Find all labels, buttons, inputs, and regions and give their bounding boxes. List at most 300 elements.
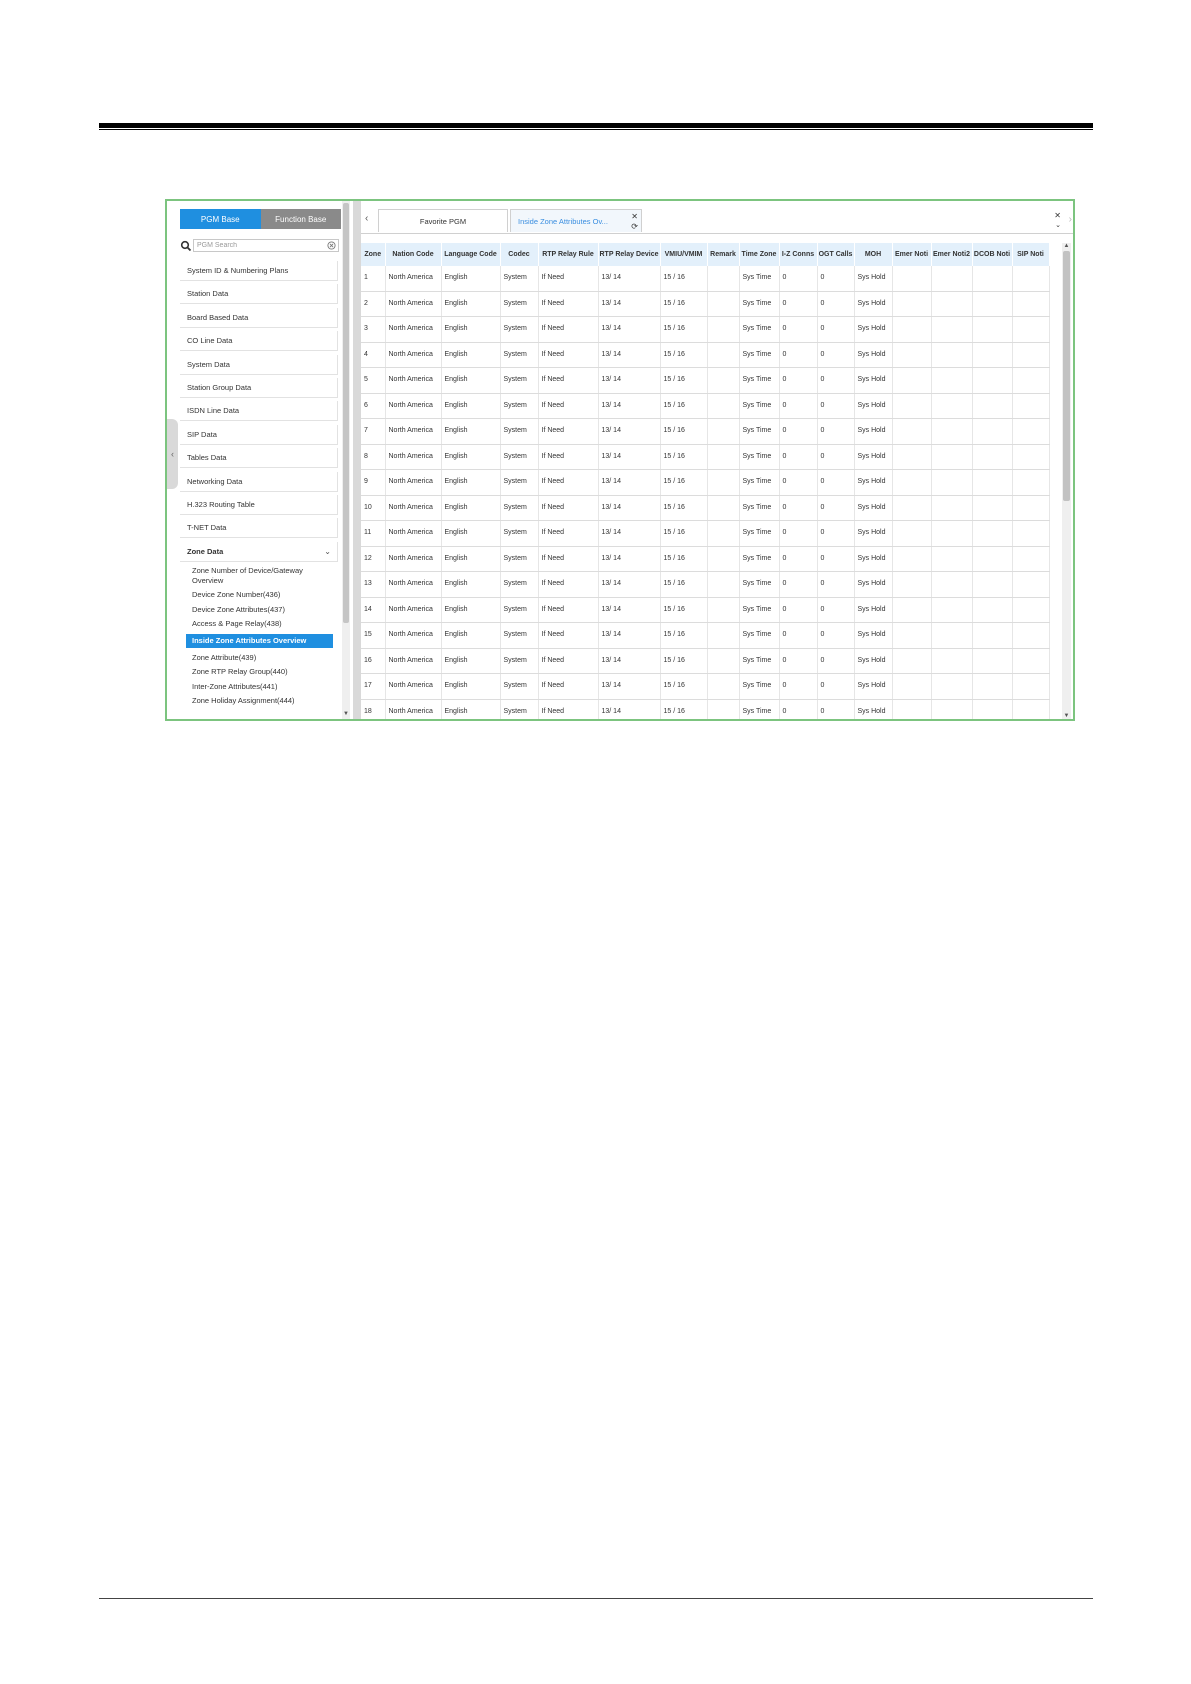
cell-rtp-device[interactable]: 13/ 14	[598, 623, 660, 649]
table-row[interactable]	[361, 317, 1049, 343]
cell-time-zone[interactable]: Sys Time	[739, 317, 779, 343]
cell-rtp-rule[interactable]: If Need	[538, 393, 598, 419]
cell-dcob-noti[interactable]	[972, 393, 1012, 419]
cell-iz-conns[interactable]: 0	[779, 648, 817, 674]
cell-remark[interactable]	[707, 495, 739, 521]
cell-moh[interactable]: Sys Hold	[854, 342, 892, 368]
cell-rtp-device[interactable]: 13/ 14	[598, 521, 660, 547]
cell-moh[interactable]: Sys Hold	[854, 597, 892, 623]
cell-emer-noti[interactable]	[892, 521, 931, 547]
refresh-icon[interactable]: ⟳	[631, 222, 638, 231]
cell-rtp-device[interactable]: 13/ 14	[598, 291, 660, 317]
cell-vmiu[interactable]: 15 / 16	[660, 470, 707, 496]
submenu-item-inter-zone-attributes[interactable]: Inter-Zone Attributes(441)	[192, 681, 278, 691]
cell-rtp-rule[interactable]: If Need	[538, 342, 598, 368]
cell-nation[interactable]: North America	[385, 495, 441, 521]
cell-dcob-noti[interactable]	[972, 674, 1012, 700]
cell-emer-noti2[interactable]	[931, 495, 972, 521]
cell-sip-noti[interactable]	[1012, 342, 1049, 368]
tab-favorite-pgm[interactable]: Favorite PGM	[378, 209, 508, 232]
col-header-rtp-relay-device[interactable]: RTP Relay Device	[598, 243, 660, 266]
cell-rtp-device[interactable]: 13/ 14	[598, 470, 660, 496]
cell-nation[interactable]: North America	[385, 470, 441, 496]
menu-item-networking-data[interactable]: Networking Data	[180, 472, 338, 492]
cell-ogt-calls[interactable]: 0	[817, 291, 854, 317]
table-scroll-thumb[interactable]	[1063, 251, 1070, 501]
cell-ogt-calls[interactable]: 0	[817, 572, 854, 598]
cell-nation[interactable]: North America	[385, 266, 441, 291]
cell-remark[interactable]	[707, 699, 739, 719]
cell-time-zone[interactable]: Sys Time	[739, 521, 779, 547]
cell-emer-noti2[interactable]	[931, 317, 972, 343]
menu-item-board-based-data[interactable]: Board Based Data	[180, 308, 338, 328]
cell-time-zone[interactable]: Sys Time	[739, 444, 779, 470]
cell-vmiu[interactable]: 15 / 16	[660, 368, 707, 394]
col-header-remark[interactable]: Remark	[707, 243, 739, 266]
tab-pgm-base[interactable]: PGM Base	[180, 209, 261, 229]
col-header-zone[interactable]: Zone	[361, 243, 385, 266]
cell-rtp-device[interactable]: 13/ 14	[598, 597, 660, 623]
cell-codec[interactable]: System	[500, 699, 538, 719]
tab-menu-chevron-icon[interactable]: ⌄	[1055, 222, 1061, 229]
menu-item-tnet-data[interactable]: T-NET Data	[180, 518, 338, 538]
menu-item-station-group-data[interactable]: Station Group Data	[180, 378, 338, 398]
cell-sip-noti[interactable]	[1012, 419, 1049, 445]
cell-iz-conns[interactable]: 0	[779, 470, 817, 496]
submenu-item-device-zone-number[interactable]: Device Zone Number(436)	[192, 590, 281, 600]
cell-language[interactable]: English	[441, 393, 500, 419]
cell-emer-noti2[interactable]	[931, 546, 972, 572]
cell-iz-conns[interactable]: 0	[779, 623, 817, 649]
cell-rtp-rule[interactable]: If Need	[538, 291, 598, 317]
cell-time-zone[interactable]: Sys Time	[739, 597, 779, 623]
cell-vmiu[interactable]: 15 / 16	[660, 419, 707, 445]
cell-time-zone[interactable]: Sys Time	[739, 699, 779, 719]
cell-ogt-calls[interactable]: 0	[817, 623, 854, 649]
cell-emer-noti[interactable]	[892, 317, 931, 343]
cell-codec[interactable]: System	[500, 623, 538, 649]
cell-vmiu[interactable]: 15 / 16	[660, 495, 707, 521]
cell-remark[interactable]	[707, 393, 739, 419]
cell-remark[interactable]	[707, 419, 739, 445]
pgm-search-input[interactable]	[193, 239, 339, 252]
table-row[interactable]	[361, 470, 1049, 496]
cell-rtp-device[interactable]: 13/ 14	[598, 444, 660, 470]
close-tab-icon[interactable]: ✕	[631, 212, 638, 221]
cell-iz-conns[interactable]: 0	[779, 291, 817, 317]
menu-item-system-data[interactable]: System Data	[180, 355, 338, 375]
submenu-item-device-zone-attributes[interactable]: Device Zone Attributes(437)	[192, 604, 285, 614]
cell-moh[interactable]: Sys Hold	[854, 674, 892, 700]
cell-time-zone[interactable]: Sys Time	[739, 648, 779, 674]
cell-emer-noti2[interactable]	[931, 674, 972, 700]
cell-rtp-device[interactable]: 13/ 14	[598, 419, 660, 445]
cell-emer-noti2[interactable]	[931, 342, 972, 368]
cell-rtp-device[interactable]: 13/ 14	[598, 495, 660, 521]
cell-ogt-calls[interactable]: 0	[817, 699, 854, 719]
cell-dcob-noti[interactable]	[972, 470, 1012, 496]
cell-rtp-rule[interactable]: If Need	[538, 623, 598, 649]
cell-remark[interactable]	[707, 342, 739, 368]
cell-remark[interactable]	[707, 470, 739, 496]
cell-nation[interactable]: North America	[385, 444, 441, 470]
cell-sip-noti[interactable]	[1012, 597, 1049, 623]
cell-language[interactable]: English	[441, 597, 500, 623]
cell-dcob-noti[interactable]	[972, 521, 1012, 547]
cell-time-zone[interactable]: Sys Time	[739, 291, 779, 317]
cell-iz-conns[interactable]: 0	[779, 419, 817, 445]
cell-language[interactable]: English	[441, 317, 500, 343]
cell-language[interactable]: English	[441, 266, 500, 291]
cell-vmiu[interactable]: 15 / 16	[660, 342, 707, 368]
table-row[interactable]	[361, 393, 1049, 419]
cell-iz-conns[interactable]: 0	[779, 674, 817, 700]
cell-emer-noti2[interactable]	[931, 444, 972, 470]
cell-iz-conns[interactable]: 0	[779, 393, 817, 419]
cell-sip-noti[interactable]	[1012, 699, 1049, 719]
cell-iz-conns[interactable]: 0	[779, 572, 817, 598]
cell-moh[interactable]: Sys Hold	[854, 699, 892, 719]
cell-dcob-noti[interactable]	[972, 444, 1012, 470]
cell-rtp-device[interactable]: 13/ 14	[598, 572, 660, 598]
cell-remark[interactable]	[707, 317, 739, 343]
col-header-moh[interactable]: MOH	[854, 243, 892, 266]
cell-time-zone[interactable]: Sys Time	[739, 470, 779, 496]
cell-rtp-device[interactable]: 13/ 14	[598, 648, 660, 674]
col-header-dcob-noti[interactable]: DCOB Noti	[972, 243, 1012, 266]
cell-nation[interactable]: North America	[385, 291, 441, 317]
cell-vmiu[interactable]: 15 / 16	[660, 393, 707, 419]
cell-ogt-calls[interactable]: 0	[817, 648, 854, 674]
cell-iz-conns[interactable]: 0	[779, 368, 817, 394]
col-header-iz-conns[interactable]: I-Z Conns	[779, 243, 817, 266]
scroll-up-icon[interactable]: ▲	[1063, 243, 1070, 249]
cell-sip-noti[interactable]	[1012, 393, 1049, 419]
cell-rtp-rule[interactable]: If Need	[538, 572, 598, 598]
cell-language[interactable]: English	[441, 470, 500, 496]
cell-time-zone[interactable]: Sys Time	[739, 419, 779, 445]
cell-emer-noti2[interactable]	[931, 648, 972, 674]
cell-emer-noti2[interactable]	[931, 597, 972, 623]
menu-item-isdn-line-data[interactable]: ISDN Line Data	[180, 401, 338, 421]
cell-rtp-device[interactable]: 13/ 14	[598, 342, 660, 368]
cell-dcob-noti[interactable]	[972, 699, 1012, 719]
cell-language[interactable]: English	[441, 419, 500, 445]
cell-time-zone[interactable]: Sys Time	[739, 572, 779, 598]
cell-rtp-rule[interactable]: If Need	[538, 495, 598, 521]
submenu-item-zone-attribute[interactable]: Zone Attribute(439)	[192, 652, 257, 662]
cell-ogt-calls[interactable]: 0	[817, 342, 854, 368]
cell-codec[interactable]: System	[500, 597, 538, 623]
table-row[interactable]	[361, 368, 1049, 394]
tab-function-base[interactable]: Function Base	[261, 209, 342, 229]
cell-ogt-calls[interactable]: 0	[817, 444, 854, 470]
col-header-time-zone[interactable]: Time Zone	[739, 243, 779, 266]
table-row[interactable]	[361, 546, 1049, 572]
cell-rtp-device[interactable]: 13/ 14	[598, 266, 660, 291]
cell-ogt-calls[interactable]: 0	[817, 674, 854, 700]
cell-moh[interactable]: Sys Hold	[854, 623, 892, 649]
cell-emer-noti[interactable]	[892, 674, 931, 700]
submenu-item-access-page-relay[interactable]: Access & Page Relay(438)	[192, 619, 282, 629]
table-row[interactable]	[361, 572, 1049, 598]
cell-rtp-device[interactable]: 13/ 14	[598, 317, 660, 343]
cell-iz-conns[interactable]: 0	[779, 317, 817, 343]
submenu-item-inside-zone-attributes-overview[interactable]: Inside Zone Attributes Overview	[186, 634, 333, 648]
cell-dcob-noti[interactable]	[972, 317, 1012, 343]
cell-vmiu[interactable]: 15 / 16	[660, 291, 707, 317]
cell-emer-noti[interactable]	[892, 699, 931, 719]
cell-codec[interactable]: System	[500, 495, 538, 521]
cell-nation[interactable]: North America	[385, 597, 441, 623]
cell-dcob-noti[interactable]	[972, 546, 1012, 572]
cell-codec[interactable]: System	[500, 674, 538, 700]
menu-item-h323-routing-table[interactable]: H.323 Routing Table	[180, 495, 338, 515]
cell-vmiu[interactable]: 15 / 16	[660, 623, 707, 649]
submenu-item-zone-rtp-relay-group[interactable]: Zone RTP Relay Group(440)	[192, 667, 288, 677]
cell-nation[interactable]: North America	[385, 546, 441, 572]
col-header-vmiu-vmim[interactable]: VMIU/VMIM	[660, 243, 707, 266]
cell-remark[interactable]	[707, 368, 739, 394]
tab-scroll-right-icon[interactable]: ›	[1068, 214, 1072, 225]
cell-dcob-noti[interactable]	[972, 342, 1012, 368]
cell-remark[interactable]	[707, 648, 739, 674]
cell-rtp-device[interactable]: 13/ 14	[598, 368, 660, 394]
cell-time-zone[interactable]: Sys Time	[739, 495, 779, 521]
cell-dcob-noti[interactable]	[972, 648, 1012, 674]
cell-dcob-noti[interactable]	[972, 495, 1012, 521]
cell-ogt-calls[interactable]: 0	[817, 393, 854, 419]
cell-codec[interactable]: System	[500, 393, 538, 419]
cell-nation[interactable]: North America	[385, 623, 441, 649]
cell-language[interactable]: English	[441, 648, 500, 674]
cell-rtp-rule[interactable]: If Need	[538, 470, 598, 496]
col-header-emer-noti[interactable]: Emer Noti	[892, 243, 931, 266]
cell-emer-noti[interactable]	[892, 419, 931, 445]
cell-dcob-noti[interactable]	[972, 291, 1012, 317]
cell-moh[interactable]: Sys Hold	[854, 572, 892, 598]
cell-codec[interactable]: System	[500, 291, 538, 317]
cell-rtp-rule[interactable]: If Need	[538, 674, 598, 700]
cell-dcob-noti[interactable]	[972, 572, 1012, 598]
cell-rtp-rule[interactable]: If Need	[538, 444, 598, 470]
cell-vmiu[interactable]: 15 / 16	[660, 546, 707, 572]
clear-search-icon[interactable]	[327, 241, 336, 250]
cell-language[interactable]: English	[441, 546, 500, 572]
table-row[interactable]	[361, 521, 1049, 547]
cell-emer-noti[interactable]	[892, 546, 931, 572]
cell-remark[interactable]	[707, 623, 739, 649]
cell-language[interactable]: English	[441, 495, 500, 521]
cell-emer-noti2[interactable]	[931, 393, 972, 419]
cell-vmiu[interactable]: 15 / 16	[660, 521, 707, 547]
cell-emer-noti[interactable]	[892, 444, 931, 470]
col-header-sip-noti[interactable]: SIP Noti	[1012, 243, 1049, 266]
cell-emer-noti[interactable]	[892, 291, 931, 317]
tab-inside-zone-attributes[interactable]	[510, 209, 642, 232]
sidebar-scroll-thumb[interactable]	[343, 203, 349, 623]
cell-ogt-calls[interactable]: 0	[817, 317, 854, 343]
cell-dcob-noti[interactable]	[972, 419, 1012, 445]
cell-emer-noti2[interactable]	[931, 266, 972, 291]
cell-vmiu[interactable]: 15 / 16	[660, 572, 707, 598]
cell-language[interactable]: English	[441, 572, 500, 598]
cell-remark[interactable]	[707, 674, 739, 700]
close-all-icon[interactable]: ✕	[1054, 211, 1061, 220]
cell-rtp-rule[interactable]: If Need	[538, 317, 598, 343]
cell-emer-noti[interactable]	[892, 623, 931, 649]
cell-moh[interactable]: Sys Hold	[854, 648, 892, 674]
menu-item-sip-data[interactable]: SIP Data	[180, 425, 338, 445]
cell-language[interactable]: English	[441, 699, 500, 719]
collapse-sidebar-handle[interactable]	[167, 419, 178, 489]
cell-time-zone[interactable]: Sys Time	[739, 546, 779, 572]
table-row[interactable]	[361, 597, 1049, 623]
cell-nation[interactable]: North America	[385, 393, 441, 419]
cell-ogt-calls[interactable]: 0	[817, 470, 854, 496]
search-icon[interactable]	[180, 240, 192, 252]
cell-rtp-rule[interactable]: If Need	[538, 419, 598, 445]
cell-remark[interactable]	[707, 597, 739, 623]
cell-moh[interactable]: Sys Hold	[854, 317, 892, 343]
cell-vmiu[interactable]: 15 / 16	[660, 266, 707, 291]
cell-language[interactable]: English	[441, 674, 500, 700]
cell-rtp-device[interactable]: 13/ 14	[598, 393, 660, 419]
table-row[interactable]	[361, 648, 1049, 674]
cell-moh[interactable]: Sys Hold	[854, 546, 892, 572]
cell-rtp-rule[interactable]: If Need	[538, 266, 598, 291]
cell-iz-conns[interactable]: 0	[779, 495, 817, 521]
cell-iz-conns[interactable]: 0	[779, 546, 817, 572]
cell-nation[interactable]: North America	[385, 317, 441, 343]
cell-language[interactable]: English	[441, 444, 500, 470]
cell-iz-conns[interactable]: 0	[779, 521, 817, 547]
cell-dcob-noti[interactable]	[972, 597, 1012, 623]
col-header-nation-code[interactable]: Nation Code	[385, 243, 441, 266]
cell-emer-noti[interactable]	[892, 266, 931, 291]
menu-item-tables-data[interactable]: Tables Data	[180, 448, 338, 468]
table-row[interactable]	[361, 699, 1049, 719]
cell-nation[interactable]: North America	[385, 572, 441, 598]
cell-emer-noti[interactable]	[892, 342, 931, 368]
cell-nation[interactable]: North America	[385, 521, 441, 547]
cell-remark[interactable]	[707, 291, 739, 317]
cell-iz-conns[interactable]: 0	[779, 444, 817, 470]
cell-ogt-calls[interactable]: 0	[817, 266, 854, 291]
cell-codec[interactable]: System	[500, 317, 538, 343]
cell-sip-noti[interactable]	[1012, 470, 1049, 496]
sidebar-scrollbar[interactable]	[342, 201, 350, 719]
menu-item-zone-data[interactable]	[180, 542, 338, 562]
cell-moh[interactable]: Sys Hold	[854, 291, 892, 317]
cell-vmiu[interactable]: 15 / 16	[660, 597, 707, 623]
cell-sip-noti[interactable]	[1012, 444, 1049, 470]
cell-vmiu[interactable]: 15 / 16	[660, 444, 707, 470]
cell-rtp-rule[interactable]: If Need	[538, 368, 598, 394]
col-header-ogt-calls[interactable]: OGT Calls	[817, 243, 854, 266]
cell-time-zone[interactable]: Sys Time	[739, 393, 779, 419]
scroll-down-icon[interactable]: ▼	[343, 711, 349, 717]
table-row[interactable]	[361, 674, 1049, 700]
cell-moh[interactable]: Sys Hold	[854, 419, 892, 445]
cell-rtp-rule[interactable]: If Need	[538, 521, 598, 547]
menu-item-station-data[interactable]: Station Data	[180, 284, 338, 304]
cell-nation[interactable]: North America	[385, 648, 441, 674]
cell-sip-noti[interactable]	[1012, 521, 1049, 547]
table-row[interactable]	[361, 291, 1049, 317]
cell-time-zone[interactable]: Sys Time	[739, 674, 779, 700]
cell-emer-noti2[interactable]	[931, 291, 972, 317]
cell-codec[interactable]: System	[500, 546, 538, 572]
cell-language[interactable]: English	[441, 342, 500, 368]
tab-scroll-left-icon[interactable]: ‹	[365, 213, 369, 224]
cell-remark[interactable]	[707, 572, 739, 598]
cell-emer-noti2[interactable]	[931, 470, 972, 496]
cell-emer-noti2[interactable]	[931, 699, 972, 719]
cell-codec[interactable]: System	[500, 419, 538, 445]
cell-sip-noti[interactable]	[1012, 317, 1049, 343]
cell-time-zone[interactable]: Sys Time	[739, 368, 779, 394]
cell-sip-noti[interactable]	[1012, 572, 1049, 598]
cell-iz-conns[interactable]: 0	[779, 342, 817, 368]
cell-emer-noti[interactable]	[892, 495, 931, 521]
table-row[interactable]	[361, 266, 1049, 291]
cell-rtp-device[interactable]: 13/ 14	[598, 674, 660, 700]
col-header-rtp-relay-rule[interactable]: RTP Relay Rule	[538, 243, 598, 266]
cell-remark[interactable]	[707, 521, 739, 547]
cell-vmiu[interactable]: 15 / 16	[660, 648, 707, 674]
cell-dcob-noti[interactable]	[972, 623, 1012, 649]
cell-sip-noti[interactable]	[1012, 368, 1049, 394]
cell-nation[interactable]: North America	[385, 699, 441, 719]
cell-emer-noti[interactable]	[892, 368, 931, 394]
cell-rtp-rule[interactable]: If Need	[538, 546, 598, 572]
cell-rtp-device[interactable]: 13/ 14	[598, 546, 660, 572]
cell-emer-noti2[interactable]	[931, 368, 972, 394]
cell-moh[interactable]: Sys Hold	[854, 521, 892, 547]
scroll-down-icon[interactable]: ▼	[1063, 713, 1070, 719]
cell-ogt-calls[interactable]: 0	[817, 597, 854, 623]
cell-sip-noti[interactable]	[1012, 674, 1049, 700]
cell-language[interactable]: English	[441, 521, 500, 547]
cell-moh[interactable]: Sys Hold	[854, 470, 892, 496]
cell-moh[interactable]: Sys Hold	[854, 368, 892, 394]
table-row[interactable]	[361, 444, 1049, 470]
menu-item-co-line-data[interactable]: CO Line Data	[180, 331, 338, 351]
cell-vmiu[interactable]: 15 / 16	[660, 699, 707, 719]
cell-iz-conns[interactable]: 0	[779, 266, 817, 291]
cell-emer-noti2[interactable]	[931, 419, 972, 445]
cell-ogt-calls[interactable]: 0	[817, 495, 854, 521]
cell-rtp-rule[interactable]: If Need	[538, 648, 598, 674]
cell-dcob-noti[interactable]	[972, 368, 1012, 394]
cell-emer-noti[interactable]	[892, 597, 931, 623]
table-row[interactable]	[361, 623, 1049, 649]
cell-remark[interactable]	[707, 266, 739, 291]
cell-codec[interactable]: System	[500, 648, 538, 674]
cell-emer-noti[interactable]	[892, 648, 931, 674]
cell-ogt-calls[interactable]: 0	[817, 546, 854, 572]
cell-time-zone[interactable]: Sys Time	[739, 342, 779, 368]
cell-nation[interactable]: North America	[385, 368, 441, 394]
cell-ogt-calls[interactable]: 0	[817, 419, 854, 445]
cell-emer-noti2[interactable]	[931, 572, 972, 598]
cell-vmiu[interactable]: 15 / 16	[660, 317, 707, 343]
cell-sip-noti[interactable]	[1012, 291, 1049, 317]
cell-time-zone[interactable]: Sys Time	[739, 623, 779, 649]
cell-moh[interactable]: Sys Hold	[854, 266, 892, 291]
cell-time-zone[interactable]: Sys Time	[739, 266, 779, 291]
